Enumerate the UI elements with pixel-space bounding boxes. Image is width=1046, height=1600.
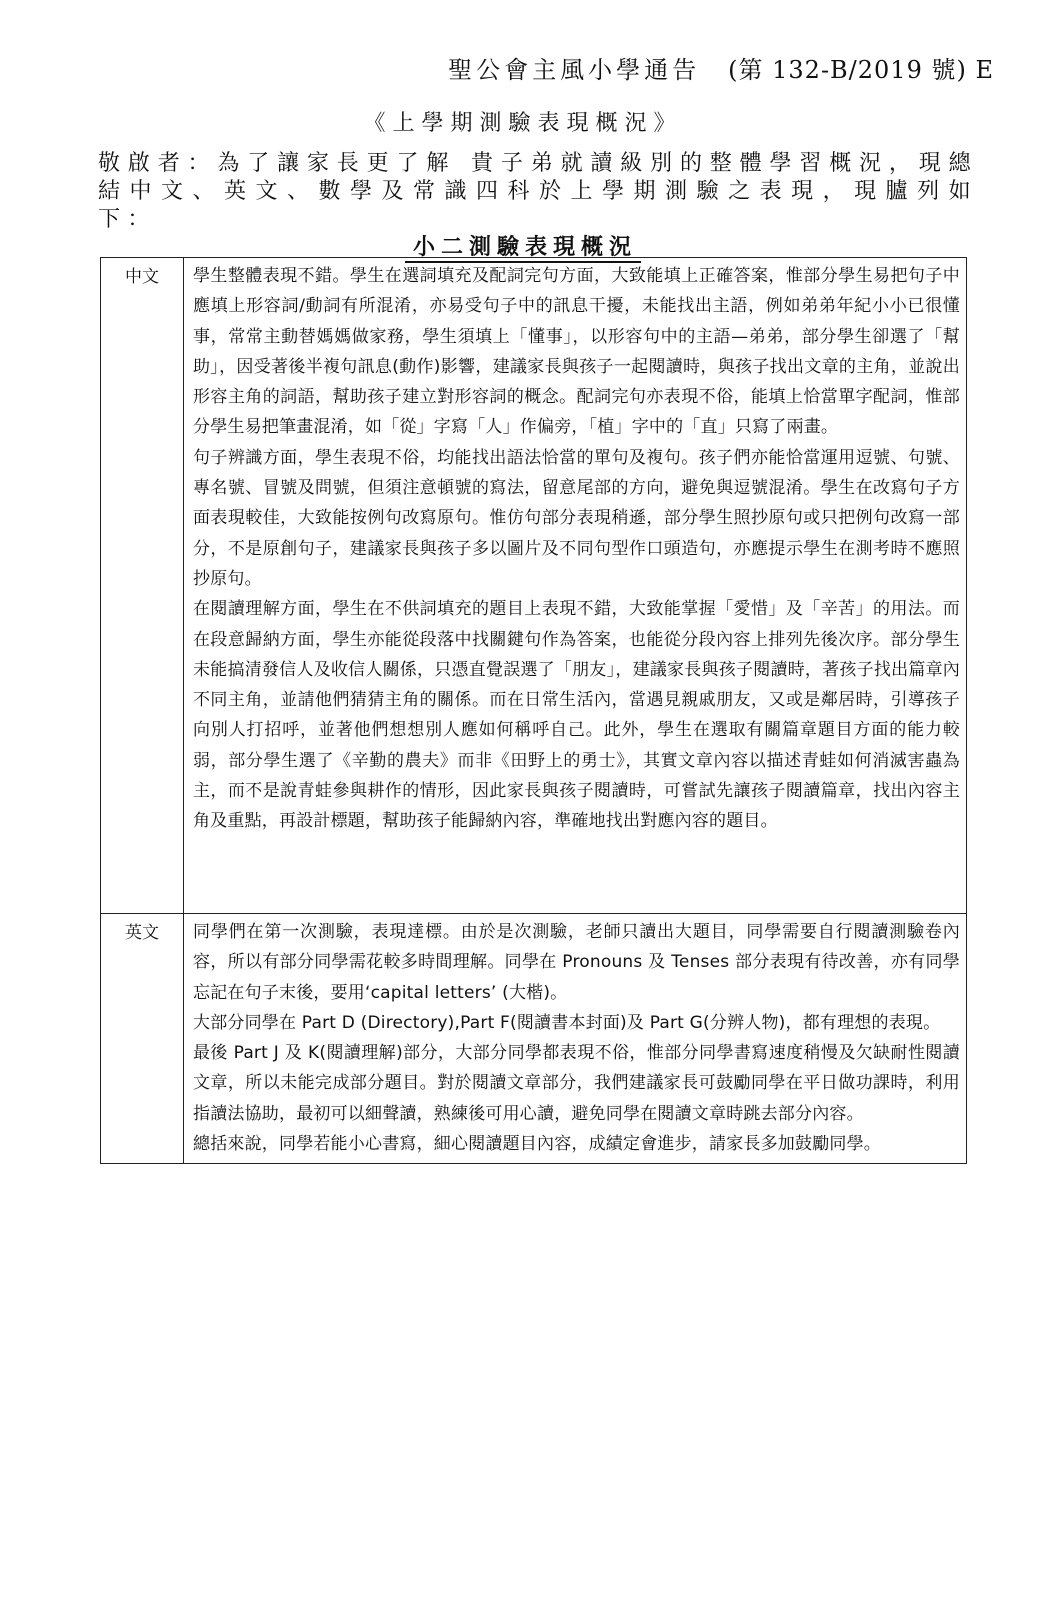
table-row-chinese	[101, 258, 967, 914]
notice-number: (第 132-B/2019 號) E	[728, 56, 994, 84]
content-cell-english	[184, 914, 967, 1164]
content-cell-chinese	[184, 258, 967, 914]
chinese-paragraph-1: 學生整體表現不錯。學生在選詞填充及配詞完句方面，大致能填上正確答案，惟部分學生易把句子中應填上形容詞/動詞有所混淆，亦易受句子中的訊息干擾，未能找出主語，例如弟弟年紀小小已很懂事，常常主動替媽媽做家務，學生須填上「懂事」，以形容句中的主語—弟弟，部分學生卻選了「幫助」，因受著後半複句訊息(動作)影響，建議家長與孩子一起閱讀時，與孩子找出文章的主角，並說出形容主角的詞語，幫助孩子建立對形容詞的概念。配詞完句亦表現不俗，能填上恰當單字配詞，惟部分學生易把筆畫混淆，如「從」字寫「人」作偏旁，「植」字中的「直」只寫了兩畫。	[193, 266, 960, 438]
school-notice-title: 聖公會主風小學通告	[448, 56, 701, 84]
notice-header	[448, 50, 994, 85]
english-paragraph-2: 大部分同學在 Part D (Directory),Part F(閱讀書本封面)及 Part G(分辨人物)，都有理想的表現。	[193, 1012, 941, 1033]
subject-cell-english: 英文	[101, 914, 184, 1164]
subject-cell-chinese: 中文	[101, 258, 184, 914]
intro-text: 敬啟者：為了讓家長更了解 貴子弟就讀級別的整體學習概況，現總結中文、英文、數學及常識四科於上學期測驗之表現，現臚列如下：	[98, 151, 978, 232]
intro-paragraph	[98, 150, 978, 234]
english-paragraph-3: 最後 Part J 及 K(閱讀理解)部分，大部分同學都表現不俗，惟部分同學書寫速度稍慢及欠缺耐性閱讀文章，所以未能完成部分題目。對於閱讀文章部分，我們建議家長可鼓勵同學在平日做功課時，利用指讀法協助，最初可以細聲讀，熟練後可用心讀，避免同學在閱讀文章時跳去部分內容。	[193, 1043, 960, 1124]
chinese-paragraph-2: 句子辨識方面，學生表現不俗，均能找出語法恰當的單句及複句。孩子們亦能恰當運用逗號、句號、專名號、冒號及問號，但須注意頓號的寫法，留意尾部的方向，避免與逗號混淆。學生在改寫句子方面表現較佳，大致能按例句改寫原句。惟仿句部分表現稍遜，部分學生照抄原句或只把例句改寫一部分，不是原創句子，建議家長與孩子多以圖片及不同句型作口頭造句，亦應提示學生在測考時不應照抄原句。	[193, 447, 960, 589]
document-title: 《上學期測驗表現概況》	[363, 111, 683, 136]
table-row-english	[101, 914, 967, 1164]
section-title-text: 小二測驗表現概況	[405, 234, 641, 263]
chinese-paragraph-3: 在閱讀理解方面，學生在不供詞填充的題目上表現不錯，大致能掌握「愛惜」及「辛苦」的用法。而在段意歸納方面，學生亦能從段落中找關鍵句作為答案，也能從分段內容上排列先後次序。部分學生未能搞清發信人及收信人關係，只憑直覺誤選了「朋友」，建議家長與孩子閱讀時，著孩子找出篇章內不同主角，並請他們猜猜主角的關係。而在日常生活內，當遇見親戚朋友，又或是鄰居時，引導孩子向別人打招呼，並著他們想想別人應如何稱呼自己。此外，學生在選取有關篇章題目方面的能力較弱，部分學生選了《辛勤的農夫》而非《田野上的勇士》，其實文章內容以描述青蛙如何消滅害蟲為主，而不是說青蛙參與耕作的情形，因此家長與孩子閱讀時，可嘗試先讓孩子閱讀篇章，找出內容主角及重點，再設計標題，幫助孩子能歸納內容，準確地找出對應內容的題目。	[193, 599, 960, 832]
english-paragraph-4: 總括來說，同學若能小心書寫，細心閱讀題目內容，成績定會進步，請家長多加鼓勵同學。	[193, 1134, 881, 1155]
performance-table	[100, 257, 967, 1164]
english-paragraph-1: 同學們在第一次測驗，表現達標。由於是次測驗，老師只讀出大題目，同學需要自行閱讀測驗卷內容，所以有部分同學需花較多時間理解。同學在 Pronouns 及 Tenses 部分表現有待改善，亦有同學忘記在句子末後，要用‘capital letters’ (大楷)。	[193, 922, 960, 1003]
